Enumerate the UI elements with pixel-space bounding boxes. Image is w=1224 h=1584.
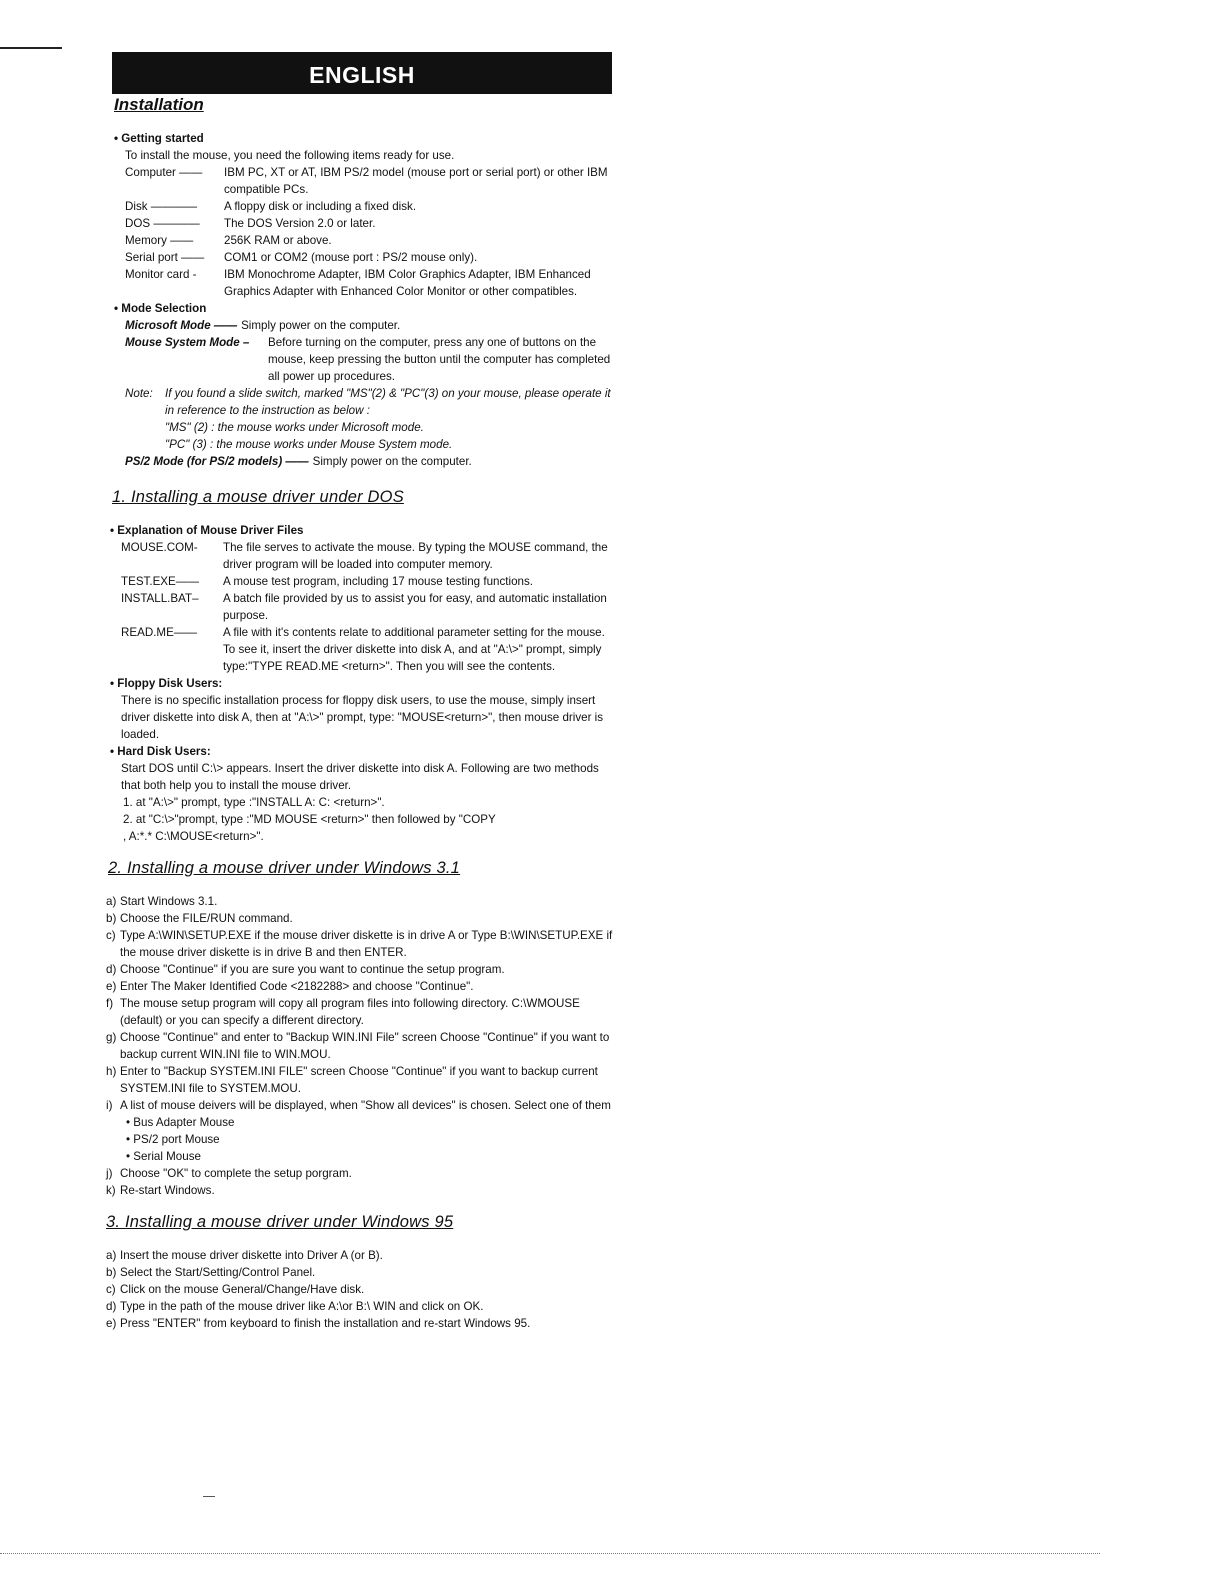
stray-mark [203, 1496, 215, 1497]
device-option: • Serial Mouse [126, 1150, 201, 1163]
step-text: Choose the FILE/RUN command. [120, 912, 293, 925]
step-text: Type in the path of the mouse driver like A:\or B:\ WIN and click on OK. [120, 1300, 484, 1313]
step-text: Start Windows 3.1. [120, 895, 218, 908]
step-marker: c) [106, 1283, 116, 1296]
step-text: Select the Start/Setting/Control Panel. [120, 1266, 316, 1279]
list-item [106, 995, 616, 1029]
hard-disk-heading: • Hard Disk Users: [110, 745, 211, 758]
file-label: READ.ME—— [121, 626, 198, 639]
step-marker: d) [106, 1300, 117, 1313]
step-marker: j) [106, 1167, 113, 1180]
file-label: TEST.EXE—— [121, 575, 199, 588]
requirement-value: IBM Monochrome Adapter, IBM Color Graphics Adapter, IBM Enhanced Graphics Adapter with Enhanced Color Monitor or other compatibles. [224, 268, 591, 298]
dos-section [106, 522, 616, 845]
hard-disk-text: Start DOS until C:\> appears. Insert the driver diskette into disk A. Following are two methods that both help you to install the mouse driver. [121, 762, 599, 792]
mode-label: Microsoft Mode —— [125, 319, 238, 332]
section-title-windows95: 3. Installing a mouse driver under Windows 95 [106, 1213, 454, 1231]
step-text: Re-start Windows. [120, 1184, 215, 1197]
list-item [106, 1097, 616, 1114]
step-marker: h) [106, 1065, 117, 1078]
requirement-label: Serial port —— [125, 251, 205, 264]
step-marker: b) [106, 1266, 117, 1279]
list-item [106, 910, 616, 927]
note-pc: "PC" (3) : the mouse works under Mouse System mode. [165, 438, 453, 451]
mode-selection-section [106, 300, 616, 470]
windows95-steps [106, 1247, 616, 1332]
requirement-row [125, 198, 616, 215]
device-option: • Bus Adapter Mouse [126, 1116, 235, 1129]
floppy-text: There is no specific installation process for floppy disk users, to use the mouse, simply insert driver diskette into disk A, then at "A:\>" prompt, type: "MOUSE<return>", then mouse driver is loaded. [121, 694, 604, 741]
list-item [106, 961, 616, 978]
mode-row [125, 317, 616, 334]
list-item [106, 1165, 616, 1182]
file-label: INSTALL.BAT– [121, 592, 199, 605]
requirement-row [125, 215, 616, 232]
mode-text: Simply power on the computer. [241, 319, 401, 332]
mode-row [125, 453, 616, 470]
step-marker: i) [106, 1099, 113, 1112]
list-item [106, 1281, 616, 1298]
step-text: Insert the mouse driver diskette into Driver A (or B). [120, 1249, 383, 1262]
list-item [106, 1182, 616, 1199]
step-marker: b) [106, 912, 117, 925]
list-item [106, 1264, 616, 1281]
file-description: A batch file provided by us to assist you for easy, and automatic installation purpose. [223, 592, 607, 622]
step-text: The mouse setup program will copy all program files into following directory. C:\WMOUSE (default) or you can specify a different directory. [120, 997, 580, 1027]
requirement-value: 256K RAM or above. [224, 234, 332, 247]
step-marker: e) [106, 1317, 117, 1330]
step-text: Choose "OK" to complete the setup porgram. [120, 1167, 352, 1180]
step-marker: a) [106, 1249, 117, 1262]
bottom-scan-line [0, 1553, 1100, 1554]
step-marker: k) [106, 1184, 116, 1197]
getting-started-heading: • Getting started [114, 132, 204, 145]
mode-label: Mouse System Mode – [125, 336, 250, 349]
list-item [106, 1063, 616, 1097]
list-item [106, 1298, 616, 1315]
file-row [121, 624, 616, 675]
step-text: Choose "Continue" if you are sure you want to continue the setup program. [120, 963, 505, 976]
step-marker: c) [106, 929, 116, 942]
requirement-value: IBM PC, XT or AT, IBM PS/2 model (mouse port or serial port) or other IBM compatible PCs. [224, 166, 608, 196]
requirement-row [125, 266, 616, 300]
hard-disk-step: 1. at "A:\>" prompt, type :"INSTALL A: C: <return>". [123, 796, 385, 809]
getting-started-intro: To install the mouse, you need the following items ready for use. [125, 149, 455, 162]
requirement-value: The DOS Version 2.0 or later. [224, 217, 376, 230]
requirement-label: Memory —— [125, 234, 194, 247]
requirement-row [125, 164, 616, 198]
file-description: The file serves to activate the mouse. By typing the MOUSE command, the driver program will be loaded into computer memory. [223, 541, 608, 571]
section-title-dos: 1. Installing a mouse driver under DOS [112, 488, 404, 506]
list-item [106, 1247, 616, 1264]
step-text: Enter The Maker Identified Code <2182288> and choose "Continue". [120, 980, 474, 993]
file-label: MOUSE.COM- [121, 541, 198, 554]
step-text: Click on the mouse General/Change/Have disk. [120, 1283, 365, 1296]
document-page [106, 52, 616, 1332]
note-label: Note: [125, 387, 153, 400]
step-marker: f) [106, 997, 114, 1010]
requirement-row [125, 232, 616, 249]
mode-row [125, 334, 616, 385]
file-row [121, 539, 616, 573]
requirement-label: Monitor card - [125, 268, 197, 281]
corner-rule [0, 47, 62, 49]
file-row [121, 590, 616, 624]
device-option: • PS/2 port Mouse [126, 1133, 220, 1146]
requirement-value: A floppy disk or including a fixed disk. [224, 200, 417, 213]
step-marker: a) [106, 895, 117, 908]
requirement-label: Computer —— [125, 166, 203, 179]
windows31-steps [106, 893, 616, 1199]
mode-note [125, 385, 616, 419]
step-text: Enter to "Backup SYSTEM.INI FILE" screen Choose "Continue" if you want to backup current SYSTEM.INI file to SYSTEM.MOU. [120, 1065, 598, 1095]
requirement-value: COM1 or COM2 (mouse port : PS/2 mouse only). [224, 251, 478, 264]
list-item [106, 978, 616, 995]
getting-started-section [106, 130, 616, 300]
step-marker: g) [106, 1031, 117, 1044]
mode-selection-heading: • Mode Selection [114, 302, 207, 315]
step-text: Type A:\WIN\SETUP.EXE if the mouse driver diskette is in drive A or Type B:\WIN\SETUP.EXE if the mouse driver diskette is in drive B and then ENTER. [120, 929, 613, 959]
requirement-row [125, 249, 616, 266]
section-title-windows31: 2. Installing a mouse driver under Windows 3.1 [108, 859, 461, 877]
installation-title: Installation [114, 95, 204, 114]
list-item [106, 893, 616, 910]
hard-disk-step: , A:*.* C:\MOUSE<return>". [123, 830, 264, 843]
note-text: If you found a slide switch, marked "MS"(2) & "PC"(3) on your mouse, please operate it in reference to the instruction as below : [165, 387, 611, 417]
step-marker: d) [106, 963, 117, 976]
file-description: A file with it's contents relate to additional parameter setting for the mouse. To see it, insert the driver diskette into disk A, and at "A:\>" prompt, simply type:"TYPE READ.ME <return>". Then you will see the contents. [223, 626, 605, 673]
driver-files-heading: • Explanation of Mouse Driver Files [110, 524, 304, 537]
note-ms: "MS" (2) : the mouse works under Microsoft mode. [165, 421, 424, 434]
step-marker: e) [106, 980, 117, 993]
list-item [106, 927, 616, 961]
step-text: Press "ENTER" from keyboard to finish the installation and re-start Windows 95. [120, 1317, 531, 1330]
list-item [106, 1029, 616, 1063]
list-item [106, 1315, 616, 1332]
language-banner: ENGLISH [112, 52, 612, 94]
file-description: A mouse test program, including 17 mouse testing functions. [223, 575, 533, 588]
step-text: A list of mouse deivers will be displayed, when "Show all devices" is chosen. Select one of them [120, 1099, 611, 1112]
step-text: Choose "Continue" and enter to "Backup WIN.INI File" screen Choose "Continue" if you want to backup current WIN.INI file to WIN.MOU. [120, 1031, 610, 1061]
mode-label: PS/2 Mode (for PS/2 models) —— [125, 455, 309, 468]
requirement-label: Disk ———— [125, 200, 198, 213]
file-row [121, 573, 616, 590]
mode-text: Before turning on the computer, press any one of buttons on the mouse, keep pressing the button until the computer has completed all power up procedures. [268, 336, 611, 383]
mode-text: Simply power on the computer. [312, 455, 472, 468]
hard-disk-step: 2. at "C:\>"prompt, type :"MD MOUSE <return>" then followed by "COPY [123, 813, 496, 826]
requirement-label: DOS ———— [125, 217, 200, 230]
floppy-heading: • Floppy Disk Users: [110, 677, 223, 690]
